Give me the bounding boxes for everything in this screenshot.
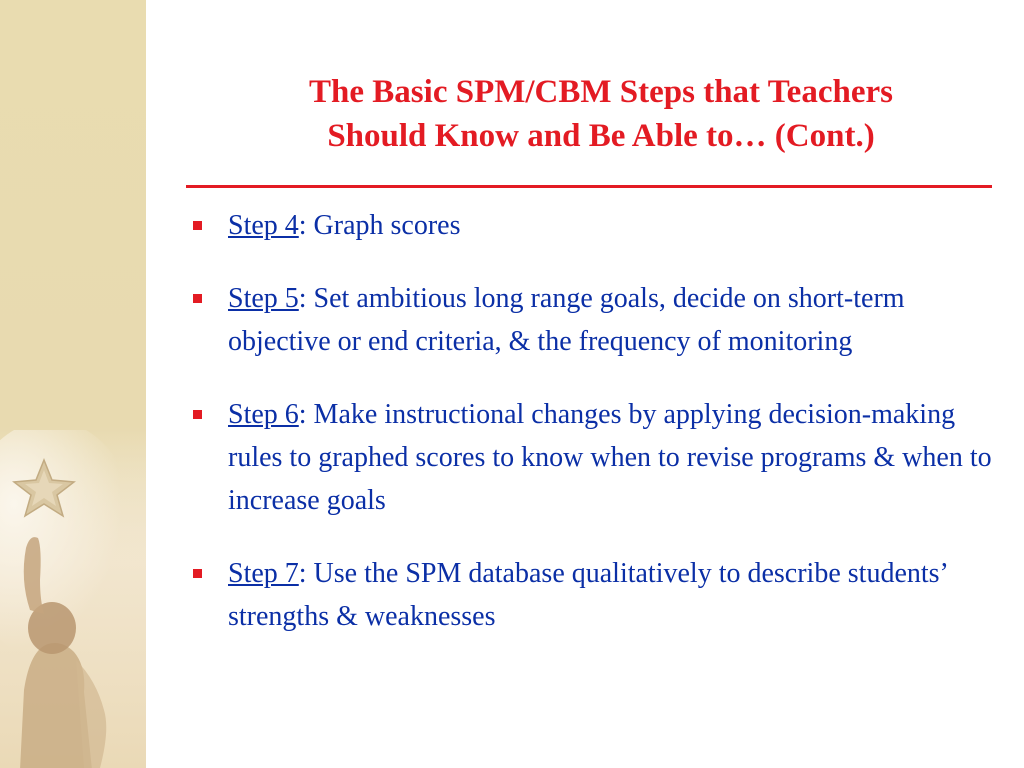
title-line-2: Should Know and Be Able to… (Cont.) [327,118,875,154]
list-item-step-4 [188,204,1008,247]
square-bullet-icon [193,569,202,578]
list-item-step-7 [188,552,1008,638]
side-panel [0,0,146,768]
step-7-link[interactable]: Step 7 [228,558,299,589]
title-line-1: The Basic SPM/CBM Steps that Teachers [309,74,893,110]
slide-title [190,70,1012,158]
square-bullet-icon [193,410,202,419]
list-item-step-5 [188,277,1008,363]
step-4-link[interactable]: Step 4 [228,210,299,241]
square-bullet-icon [193,294,202,303]
square-bullet-icon [193,221,202,230]
steps-list [188,204,1008,638]
step-7-text: : Use the SPM database qualitatively to describe students’ strengths & weaknesses [228,558,947,632]
list-item-step-6 [188,393,1008,522]
step-6-text: : Make instructional changes by applying decision-making rules to graphed scores to know when to revise programs & when to increase goals [228,399,992,516]
star-child-decoration-icon [0,430,146,768]
step-5-text: : Set ambitious long range goals, decide on short-term objective or end criteria, & the frequency of monitoring [228,283,905,357]
title-divider [186,185,992,188]
step-5-link[interactable]: Step 5 [228,283,299,314]
step-6-link[interactable]: Step 6 [228,399,299,430]
step-4-text: : Graph scores [298,210,461,241]
